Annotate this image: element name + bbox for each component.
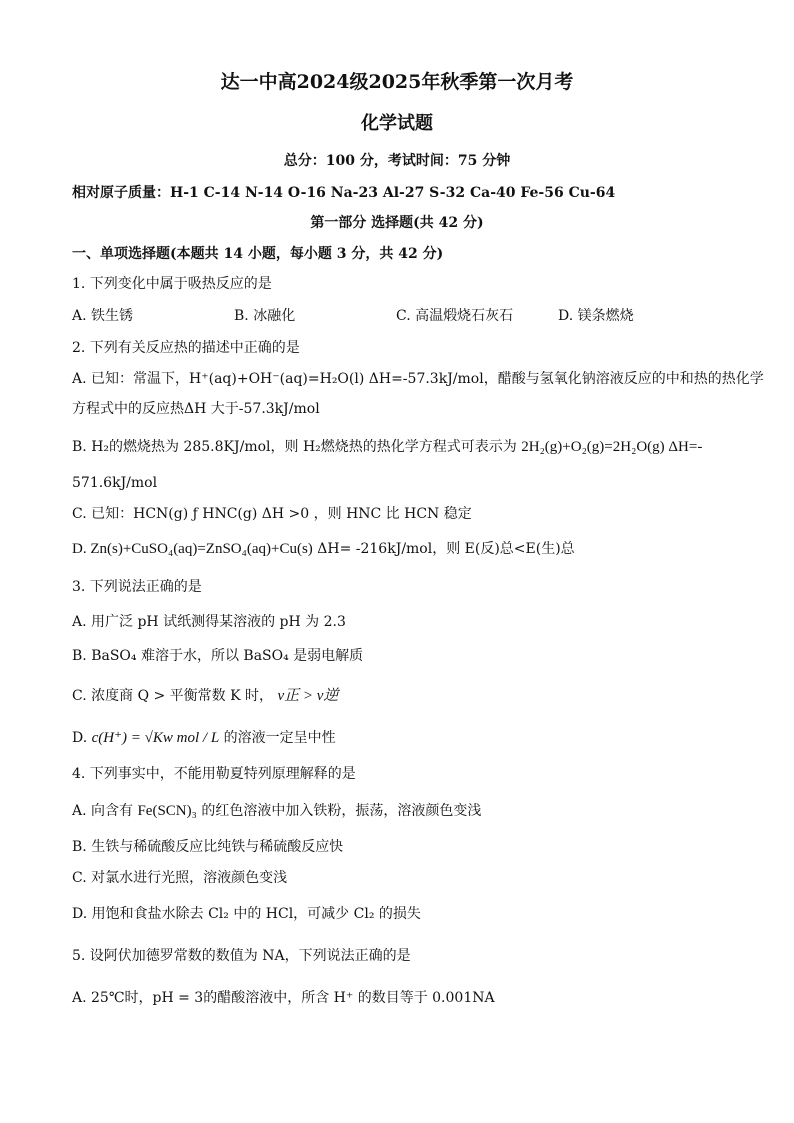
exam-title: 达一中高2024级2025年秋季第一次月考 xyxy=(220,71,574,93)
q4-option-a-text2: 的红色溶液中加入铁粉，振荡，溶液颜色变浅 xyxy=(201,803,482,819)
q4-option-b: B. 生铁与稀硫酸反应比纯铁与稀硫酸反应快 xyxy=(72,839,344,855)
q2-option-b-text: B. H₂的燃烧热为 285.8KJ/mol，则 H₂燃烧热的热化学方程式可表示为 xyxy=(72,439,517,455)
part-heading: 第一部分 选择题(共 42 分) xyxy=(310,215,484,231)
q2-option-d-equation: D. Zn(s)+CuSO₄(aq)=ZnSO₄(aq)+Cu(s) xyxy=(72,541,313,557)
section-heading: 一、单项选择题(本题共 14 小题，每小题 3 分，共 42 分) xyxy=(72,246,444,262)
q3-option-c-math: v正 > v逆 xyxy=(277,688,339,704)
q3-option-d-text: 的溶液一定呈中性 xyxy=(223,730,336,746)
q2-option-d xyxy=(72,539,734,559)
q3-option-d xyxy=(72,728,734,748)
exam-total-time: 总分：100 分，考试时间：75 分钟 xyxy=(283,153,511,169)
atomic-mass-line: 相对原子质量：H-1 C-14 N-14 O-16 Na-23 Al-27 S-32 Ca-40 Fe-56 Cu-64 xyxy=(72,185,616,201)
q4-option-a xyxy=(72,801,734,821)
q3-option-b: B. BaSO₄ 难溶于水，所以 BaSO₄ 是弱电解质 xyxy=(72,648,364,664)
q5-stem: 5. 设阿伏加德罗常数的数值为 NA，下列说法正确的是 xyxy=(72,948,411,964)
q1-option-a: A. 铁生锈 xyxy=(72,308,134,324)
q1-option-b: B. 冰融化 xyxy=(234,308,296,324)
q4-option-d: D. 用饱和食盐水除去 Cl₂ 中的 HCl，可减少 Cl₂ 的损失 xyxy=(72,906,421,922)
q5-option-a: A. 25℃时，pH = 3的醋酸溶液中，所含 H⁺ 的数目等于 0.001NA xyxy=(72,990,495,1006)
q3-option-c-text: C. 浓度商 Q > 平衡常数 K 时， xyxy=(72,688,274,704)
q4-option-c: C. 对氯水进行光照，溶液颜色变浅 xyxy=(72,870,288,886)
q2-option-d-text: ΔH= -216kJ/mol，则 E(反)总<E(生)总 xyxy=(317,541,575,557)
q3-stem: 3. 下列说法正确的是 xyxy=(72,579,202,595)
q2-option-b-equation: 2H₂(g)+O₂(g)=2H₂O(g) ΔH=- xyxy=(521,439,703,455)
q1-option-c: C. 高温煅烧石灰石 xyxy=(396,308,514,324)
q4-stem: 4. 下列事实中，不能用勒夏特列原理解释的是 xyxy=(72,766,356,782)
q3-option-c xyxy=(72,686,734,706)
q4-option-a-math: Fe(SCN)₃ xyxy=(137,803,197,819)
q4-option-a-text1: A. 向含有 xyxy=(72,803,134,819)
exam-subtitle: 化学试题 xyxy=(361,113,433,134)
q1-options xyxy=(72,306,734,326)
q3-option-a: A. 用广泛 pH 试纸测得某溶液的 pH 为 2.3 xyxy=(72,614,346,630)
q2-option-a-line2: 方程式中的反应热ΔH 大于-57.3kJ/mol xyxy=(72,401,320,417)
q3-option-d-math: c(H⁺) = √Kw mol / L xyxy=(91,730,220,746)
q2-option-b-line1 xyxy=(72,437,734,457)
q3-option-d-label: D. xyxy=(72,730,88,746)
q2-option-c: C. 已知：HCN(g) ƒ HNC(g) ΔH >0 ，则 HNC 比 HCN 稳定 xyxy=(72,506,472,522)
q1-stem: 1. 下列变化中属于吸热反应的是 xyxy=(72,276,272,292)
q2-option-b-line2: 571.6kJ/mol xyxy=(72,475,158,491)
q1-option-d: D. 镁条燃烧 xyxy=(558,308,634,324)
q2-option-a-line1: A. 已知：常温下，H⁺(aq)+OH⁻(aq)=H₂O(l) ΔH=-57.3kJ/mol，醋酸与氢氧化钠溶液反应的中和热的热化学 xyxy=(72,371,764,387)
q2-stem: 2. 下列有关反应热的描述中正确的是 xyxy=(72,340,300,356)
